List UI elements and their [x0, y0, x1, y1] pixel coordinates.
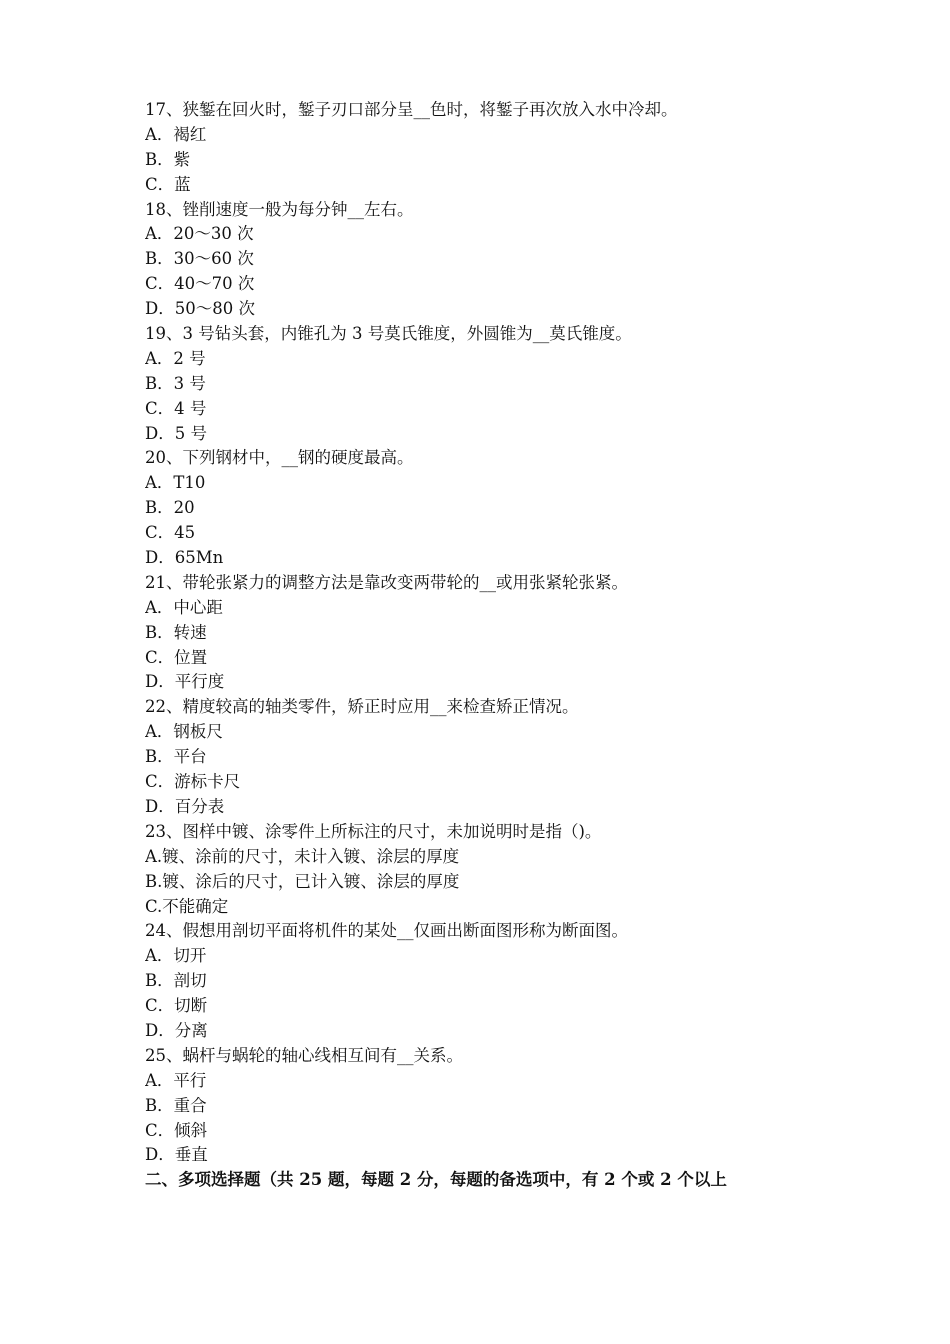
option-21-a: A．中心距 — [145, 597, 223, 617]
option-20-b: B．20 — [145, 498, 195, 518]
question-list — [145, 98, 825, 1193]
option-23-b: B.镀、涂后的尺寸，已计入镀、涂层的厚度 — [145, 871, 460, 891]
option-18-b: B．30～60 次 — [145, 249, 254, 269]
option-17-a: A．褐红 — [145, 124, 207, 144]
option-25-b: B．重合 — [145, 1095, 207, 1115]
option-20-c: C．45 — [145, 523, 196, 543]
option-18-c: C．40～70 次 — [145, 274, 255, 294]
option-19-d: D．5 号 — [145, 423, 207, 443]
question-18: 18、锉削速度一般为每分钟__左右。 — [145, 199, 414, 219]
option-17-c: C．蓝 — [145, 174, 191, 194]
option-23-a: A.镀、涂前的尺寸，未计入镀、涂层的厚度 — [145, 846, 460, 866]
option-20-a: A．T10 — [145, 473, 206, 493]
question-25: 25、蜗杆与蜗轮的轴心线相互间有__关系。 — [145, 1045, 463, 1065]
question-19: 19、3 号钻头套，内锥孔为 3 号莫氏锥度，外圆锥为__莫氏锥度。 — [145, 324, 632, 344]
option-24-a: A．切开 — [145, 946, 207, 966]
option-22-c: C．游标卡尺 — [145, 772, 241, 792]
option-25-d: D．垂直 — [145, 1145, 208, 1165]
option-18-d: D．50～80 次 — [145, 299, 255, 319]
option-18-a: A．20～30 次 — [145, 224, 254, 244]
option-24-b: B．剖切 — [145, 971, 207, 991]
option-21-c: C．位置 — [145, 647, 208, 667]
option-24-c: C．切断 — [145, 996, 208, 1016]
option-19-a: A．2 号 — [145, 348, 206, 368]
option-24-d: D．分离 — [145, 1020, 208, 1040]
question-20: 20、下列钢材中，__钢的硬度最高。 — [145, 448, 414, 468]
option-19-c: C．4 号 — [145, 398, 207, 418]
option-19-b: B．3 号 — [145, 373, 206, 393]
question-22: 22、精度较高的轴类零件，矫正时应用__来检查矫正情况。 — [145, 697, 579, 717]
question-24: 24、假想用剖切平面将机件的某处__仅画出断面图形称为断面图。 — [145, 921, 628, 941]
option-21-b: B．转速 — [145, 622, 207, 642]
option-23-c: C.不能确定 — [145, 896, 229, 916]
option-22-a: A．钢板尺 — [145, 722, 223, 742]
question-23: 23、图样中镀、涂零件上所标注的尺寸，未加说明时是指（)。 — [145, 821, 602, 841]
section-heading: 二、多项选择题（共 25 题，每题 2 分，每题的备选项中，有 2 个或 2 个以上 — [145, 1170, 727, 1190]
option-22-d: D．百分表 — [145, 796, 225, 816]
option-21-d: D．平行度 — [145, 672, 225, 692]
question-21: 21、带轮张紧力的调整方法是靠改变两带轮的__或用张紧轮张紧。 — [145, 572, 628, 592]
option-22-b: B．平台 — [145, 747, 207, 767]
option-17-b: B．紫 — [145, 149, 191, 169]
option-25-a: A．平行 — [145, 1070, 207, 1090]
option-25-c: C．倾斜 — [145, 1120, 208, 1140]
option-20-d: D．65Mn — [145, 548, 224, 568]
question-17: 17、狭錾在回火时，錾子刃口部分呈__色时，将錾子再次放入水中冷却。 — [145, 100, 678, 119]
